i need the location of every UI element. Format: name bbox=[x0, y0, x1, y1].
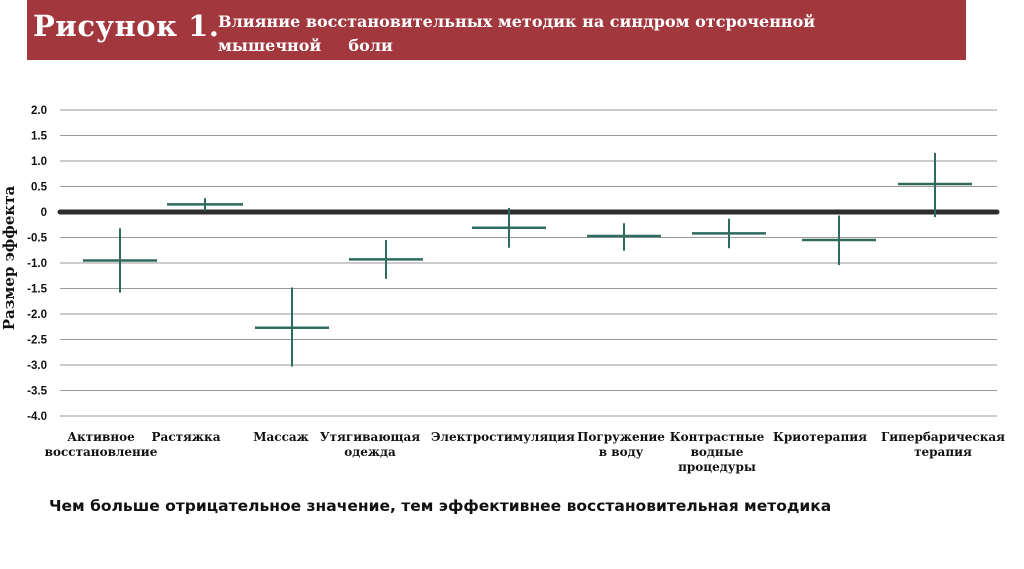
y-tick-label: 1.5 bbox=[31, 130, 47, 143]
figure-label: Рисунок 1. bbox=[33, 9, 220, 43]
category-label: Растяжка bbox=[151, 430, 221, 444]
y-tick-label: 1.0 bbox=[31, 156, 47, 168]
y-tick-label: 2.0 bbox=[31, 105, 47, 117]
y-tick-label: -0.5 bbox=[27, 232, 47, 245]
y-tick-label: -1.5 bbox=[27, 283, 47, 296]
y-tick-label: -3.0 bbox=[27, 360, 47, 372]
y-tick-label: -1.0 bbox=[27, 258, 47, 270]
y-tick-label: -2.0 bbox=[27, 309, 47, 321]
category-label: Гипербарическая терапия bbox=[880, 430, 1006, 459]
y-tick-label: -4.0 bbox=[27, 411, 47, 423]
category-label: Массаж bbox=[253, 430, 309, 444]
chart-footnote: Чем больше отрицательное значение, тем эффективнее восстановительная методика bbox=[49, 497, 832, 515]
category-label: Погружение в воду bbox=[577, 430, 665, 459]
category-label: Криотерапия bbox=[773, 430, 867, 444]
y-tick-label: -3.5 bbox=[27, 385, 47, 398]
category-label: Электростимуляция bbox=[431, 430, 575, 444]
y-axis-title: Размер эффекта bbox=[0, 185, 18, 331]
y-tick-label: 0 bbox=[40, 207, 47, 219]
y-tick-label: 0.5 bbox=[31, 181, 47, 194]
category-label: Активное восстановление bbox=[44, 430, 158, 459]
figure-title: Влияние восстановительных методик на синдром отсроченной мышечной боли bbox=[218, 12, 816, 55]
category-label: Контрастные водные процедуры bbox=[669, 430, 765, 474]
category-label: Утягивающая одежда bbox=[319, 430, 421, 459]
y-tick-label: -2.5 bbox=[27, 334, 47, 347]
